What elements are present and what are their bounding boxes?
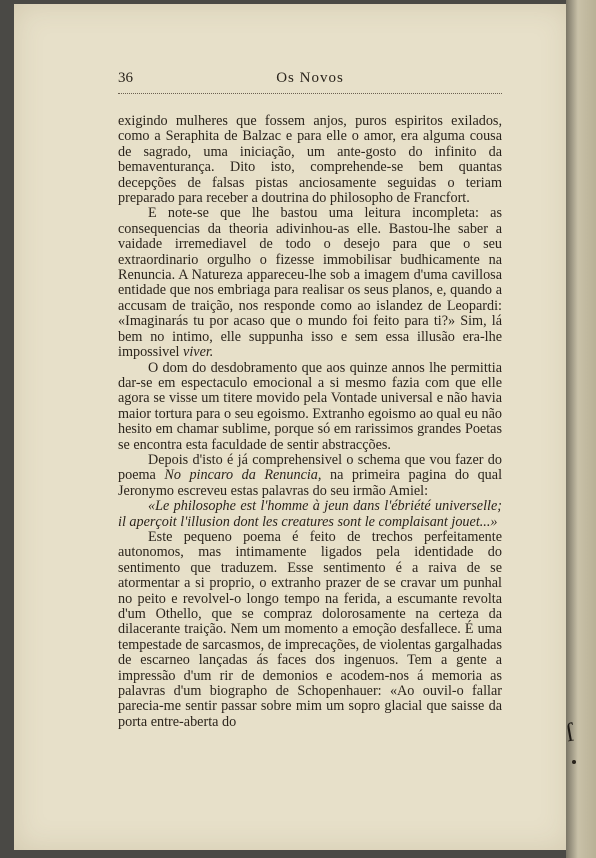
- body-text: [118, 114, 502, 730]
- paragraph-1: exigindo mulheres que fossem anjos, puros espiritos exilados, como a Seraphita de Balzac e para elle o amor, era alguma cousa de sagrado, uma iniciação, um ante-gosto do infinito da bemaventurança. Dito isto, comprehende-se bem quantas decepções de falsas pistas anciosamente seguidas o teriam preparado para receber a doutrina do philosopho de Francfort.: [118, 113, 502, 207]
- page-number: 36: [118, 70, 133, 86]
- amiel-quote: «Le philosophe est l'homme à jeun dans l'ébriété universelle; il aperçoit l'illusion dont les creatures sont le complaisant jouet...»: [118, 498, 502, 530]
- paragraph-2-italic: viver.: [183, 344, 214, 361]
- paragraph-5: Este pequeno poema é feito de trechos perfeitamente autonomos, mas intimamente ligados pela identidade do sentimento que traduzem. Esse sentimento é a raiva de se atormentar a si proprio, o extranho prazer de se cravar um punhal no peito e revolvel-o longo tempo na ferida, a escumante revolta d'um Othello, que se compraz dolorosamente na certeza da dilacerante traição. Nem um momento a emoção desfallece. É uma tempestade de sarcasmos, de imprecações, de violentas gargalhadas de escarneo lançadas ás faces dos ingenuos. Tem a gente a impressão d'um rir de demonios e acodem-nos á memoria as palavras d'um biographo de Schopenhauer: «Ao ouvil-o fallar parecia-me sentir passar sobre mim um sopro glacial que saisse da porta entre-aberta do: [118, 528, 502, 730]
- paragraph-4: [118, 453, 502, 499]
- header-rule: [118, 93, 502, 94]
- margin-dot: [572, 760, 576, 764]
- paragraph-4-start: Depois d'isto é já comprehensivel o schema que vou fazer do poema: [118, 451, 502, 484]
- margin-mark: ſ: [563, 717, 576, 748]
- paragraph-2-text: E note-se que lhe bastou uma leitura incompleta: as consequencias da theoria adivinhou-as elle. Bastou-lhe saber a vaidade irremediavel de todo o desejo para que o seu extraordinario orgulho o fizesse immobilisar budhicamente na Renuncia. A Natureza appareceu-lhe sob a imagem d'uma cavillosa entidade que nos embriaga para realisar os seus planos, e, quando a accusam de traição, nos responde como ao islandez de Leopardi: «Imaginarás tu por acaso que o mundo foi feito para ti?» Sim, lá bem no intimo, elle suppunha isso e sem essa illusão era-lhe impossivel: [118, 205, 502, 361]
- running-title: Os Novos: [276, 70, 344, 86]
- paragraph-3: O dom do desdobramento que aos quinze annos lhe permittia dar-se em espectaculo emocional a si mesmo fazia com que elle agora se visse um titere movido pela Vontade universal e não havia maior tortura para o seu egoismo. Extranho egoismo ao qual eu não hesito em chamar sublime, porque só em rarissimos grandes Poetas se encontra esta faculdade de sentir abstracções.: [118, 359, 502, 453]
- poem-title: No pincaro da Renuncia,: [164, 467, 322, 484]
- paragraph-2: [118, 206, 502, 360]
- paragraph-4-end: na primeira pagina do qual Jeronymo escreveu estas palavras do seu irmão Amiel:: [118, 467, 503, 499]
- page-header: [118, 70, 502, 90]
